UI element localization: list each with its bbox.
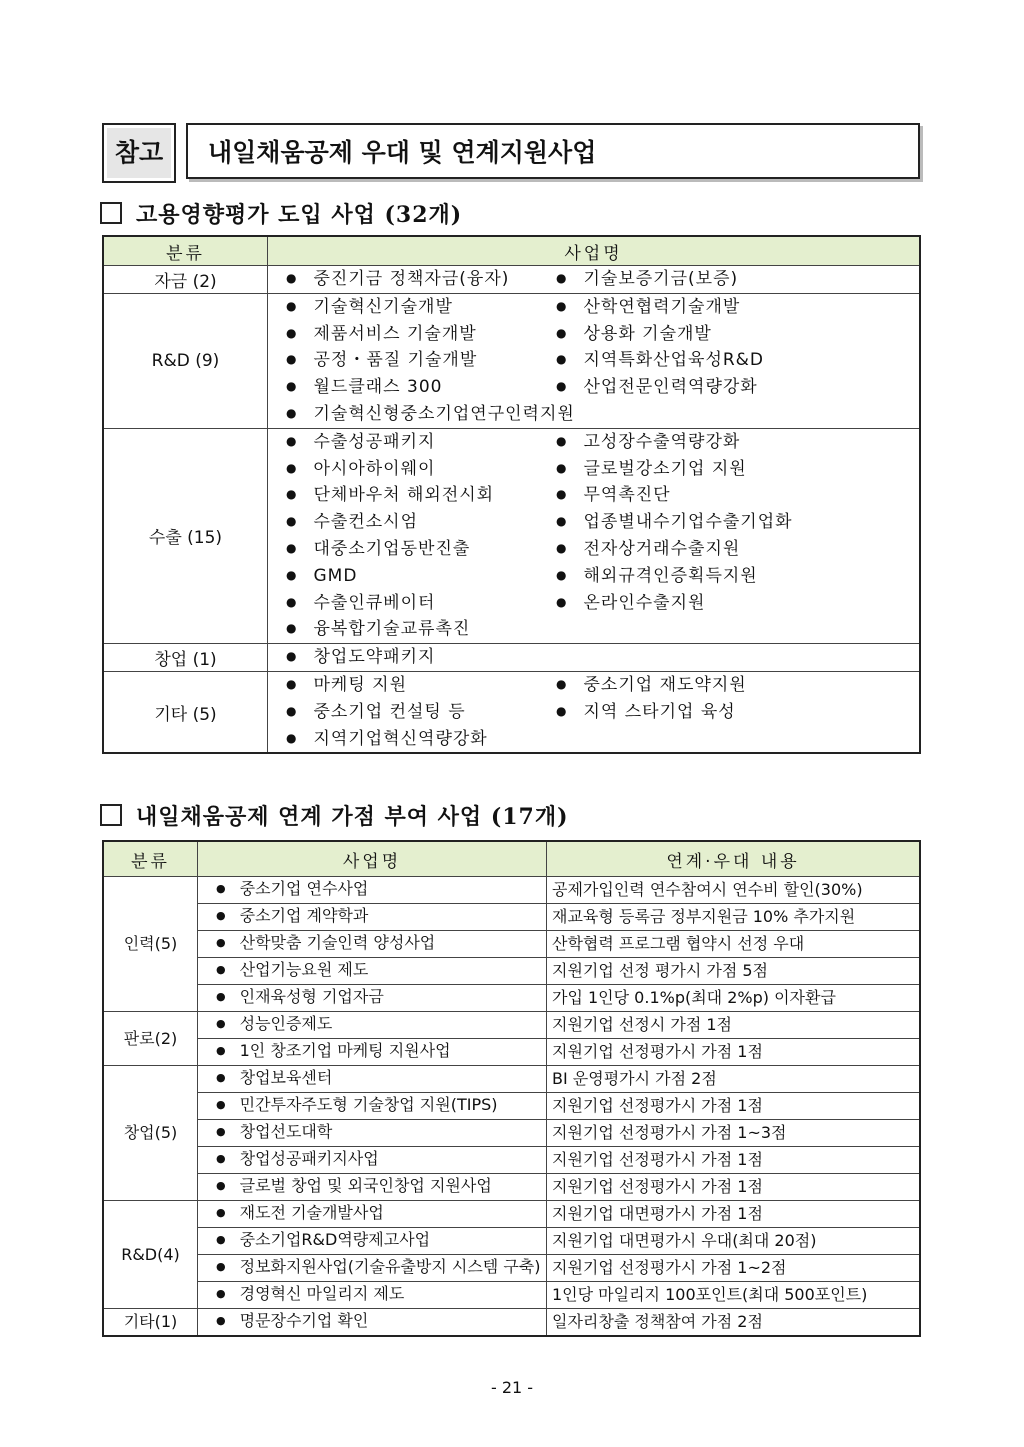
program-name-cell: ● 창업선도대학 — [198, 1120, 547, 1147]
list-item: ● 전자상거래수출지원 — [556, 536, 826, 563]
table-row — [103, 1201, 920, 1228]
title-row — [102, 123, 922, 181]
table-row — [103, 1255, 920, 1282]
category-cell: 판로(2) — [103, 1012, 198, 1066]
category-cell: 인력(5) — [103, 877, 198, 1012]
items-cell — [268, 428, 921, 643]
list-item: ● 업종별내수기업수출기업화 — [556, 509, 826, 536]
category-cell: 기타(1) — [103, 1309, 198, 1337]
category-cell: 수출 (15) — [103, 428, 268, 643]
column-header: 사업명 — [198, 841, 547, 877]
benefit-cell: 지원기업 선정평가시 가점 1점 — [547, 1147, 921, 1174]
benefit-cell: 지원기업 대면평가시 가점 1점 — [547, 1201, 921, 1228]
program-name-cell: ● 산학맞춤 기술인력 양성사업 — [198, 931, 547, 958]
program-name-cell: ● 중소기업 계약학과 — [198, 904, 547, 931]
table-row — [103, 877, 920, 904]
list-item: ● GMD — [286, 563, 556, 590]
benefit-cell: 지원기업 대면평가시 우대(최대 20점) — [547, 1228, 921, 1255]
table-row — [103, 1039, 920, 1066]
section1-heading: 고용영향평가 도입 사업 (32개) — [100, 198, 462, 229]
program-name-cell: ● 재도전 기술개발사업 — [198, 1201, 547, 1228]
category-cell: 창업(5) — [103, 1066, 198, 1201]
items-cell — [268, 293, 921, 428]
category-cell: R&D (9) — [103, 293, 268, 428]
program-name-cell: ● 산업기능요원 제도 — [198, 958, 547, 985]
list-item: ● 기술혁신형중소기업연구인력지원 — [286, 401, 826, 428]
table-row — [103, 958, 920, 985]
list-item: ● 창업도약패키지 — [286, 644, 556, 671]
program-name-cell: ● 명문장수기업 확인 — [198, 1309, 547, 1337]
list-item: ● 아시아하이웨이 — [286, 456, 556, 483]
items-cell — [268, 671, 921, 753]
benefit-cell: 지원기업 선정평가시 가점 1점 — [547, 1093, 921, 1120]
page-title: 내일채움공제 우대 및 연계지원사업 — [186, 123, 920, 179]
category-cell: R&D(4) — [103, 1201, 198, 1309]
table-row — [103, 1066, 920, 1093]
list-item: ● 수출성공패키지 — [286, 429, 556, 456]
list-item: ● 산업전문인력역량강화 — [556, 374, 826, 401]
page-number: - 21 - — [490, 1378, 534, 1397]
list-item: ● 대중소기업동반진출 — [286, 536, 556, 563]
list-item: ● 제품서비스 기술개발 — [286, 321, 556, 348]
program-name-cell: ● 중소기업 연수사업 — [198, 877, 547, 904]
column-header: 분류 — [103, 841, 198, 877]
table-row — [103, 1174, 920, 1201]
table-row — [103, 428, 920, 643]
list-item: ● 월드클래스 300 — [286, 374, 556, 401]
benefit-cell: 산학협력 프로그램 협약시 선정 우대 — [547, 931, 921, 958]
program-name-cell: ● 인재육성형 기업자금 — [198, 985, 547, 1012]
reference-tag: 참고 — [102, 123, 176, 183]
column-header: 분류 — [103, 236, 268, 266]
list-item: ● 온라인수출지원 — [556, 590, 826, 617]
table-row — [103, 1147, 920, 1174]
category-cell: 창업 (1) — [103, 644, 268, 672]
table-row — [103, 644, 920, 672]
section2-table — [102, 840, 921, 1337]
list-item: ● 지역기업혁신역량강화 — [286, 726, 826, 753]
benefit-cell: 지원기업 선정 평가시 가점 5점 — [547, 958, 921, 985]
column-header: 사업명 — [268, 236, 921, 266]
list-item: ● 융복합기술교류촉진 — [286, 616, 826, 643]
list-item: ● 중진기금 정책자금(융자) — [286, 266, 556, 293]
checkbox-square-icon — [100, 202, 122, 224]
list-item: ● 수출인큐베이터 — [286, 590, 556, 617]
program-name-cell: ● 1인 창조기업 마케팅 지원사업 — [198, 1039, 547, 1066]
list-item: ● 기술보증기금(보증) — [556, 266, 826, 293]
list-item: ● 중소기업 재도약지원 — [556, 672, 826, 699]
benefit-cell: 지원기업 선정평가시 가점 1~2점 — [547, 1255, 921, 1282]
table-row — [103, 293, 920, 428]
program-name-cell: ● 창업보육센터 — [198, 1066, 547, 1093]
table-row — [103, 904, 920, 931]
program-name-cell: ● 창업성공패키지사업 — [198, 1147, 547, 1174]
benefit-cell: 재교육형 등록금 정부지원금 10% 추가지원 — [547, 904, 921, 931]
benefit-cell: BI 운영평가시 가점 2점 — [547, 1066, 921, 1093]
list-item: ● 마케팅 지원 — [286, 672, 556, 699]
program-name-cell: ● 성능인증제도 — [198, 1012, 547, 1039]
benefit-cell: 공제가입인력 연수참여시 연수비 할인(30%) — [547, 877, 921, 904]
list-item: ● 공정・품질 기술개발 — [286, 347, 556, 374]
table-row — [103, 1309, 920, 1337]
list-item: ● 상용화 기술개발 — [556, 321, 826, 348]
list-item: ● 수출컨소시엄 — [286, 509, 556, 536]
table-row — [103, 1012, 920, 1039]
items-cell — [268, 266, 921, 294]
section2-heading: 내일채움공제 연계 가점 부여 사업 (17개) — [100, 800, 569, 831]
list-item: ● 중소기업 컨설팅 등 — [286, 699, 556, 726]
benefit-cell: 지원기업 선정평가시 가점 1점 — [547, 1174, 921, 1201]
items-cell — [268, 644, 921, 672]
benefit-cell: 일자리창출 정책참여 가점 2점 — [547, 1309, 921, 1337]
table-row — [103, 1120, 920, 1147]
program-name-cell: ● 경영혁신 마일리지 제도 — [198, 1282, 547, 1309]
list-item: ● 글로벌강소기업 지원 — [556, 456, 826, 483]
program-name-cell: ● 정보화지원사업(기술유출방지 시스템 구축) — [198, 1255, 547, 1282]
benefit-cell: 지원기업 선정평가시 가점 1~3점 — [547, 1120, 921, 1147]
table-row — [103, 1093, 920, 1120]
list-item: ● 지역특화산업육성R&D — [556, 347, 826, 374]
table-row — [103, 266, 920, 294]
table-row — [103, 931, 920, 958]
category-cell: 자금 (2) — [103, 266, 268, 294]
list-item: ● 고성장수출역량강화 — [556, 429, 826, 456]
benefit-cell: 가입 1인당 0.1%p(최대 2%p) 이자환급 — [547, 985, 921, 1012]
table-row — [103, 1228, 920, 1255]
program-name-cell: ● 글로벌 창업 및 외국인창업 지원사업 — [198, 1174, 547, 1201]
benefit-cell: 지원기업 선정평가시 가점 1점 — [547, 1039, 921, 1066]
category-cell: 기타 (5) — [103, 671, 268, 753]
section1-table — [102, 235, 921, 754]
benefit-cell: 지원기업 선정시 가점 1점 — [547, 1012, 921, 1039]
program-name-cell: ● 중소기업R&D역량제고사업 — [198, 1228, 547, 1255]
list-item: ● 단체바우처 해외전시회 — [286, 482, 556, 509]
list-item: ● 지역 스타기업 육성 — [556, 699, 826, 726]
column-header: 연계·우대 내용 — [547, 841, 921, 877]
program-name-cell: ● 민간투자주도형 기술창업 지원(TIPS) — [198, 1093, 547, 1120]
table-row — [103, 985, 920, 1012]
list-item: ● 해외규격인증획득지원 — [556, 563, 826, 590]
benefit-cell: 1인당 마일리지 100포인트(최대 500포인트) — [547, 1282, 921, 1309]
list-item: ● 기술혁신기술개발 — [286, 294, 556, 321]
table-row — [103, 671, 920, 753]
table-row — [103, 1282, 920, 1309]
list-item: ● 무역촉진단 — [556, 482, 826, 509]
checkbox-square-icon — [100, 804, 122, 826]
list-item: ● 산학연협력기술개발 — [556, 294, 826, 321]
